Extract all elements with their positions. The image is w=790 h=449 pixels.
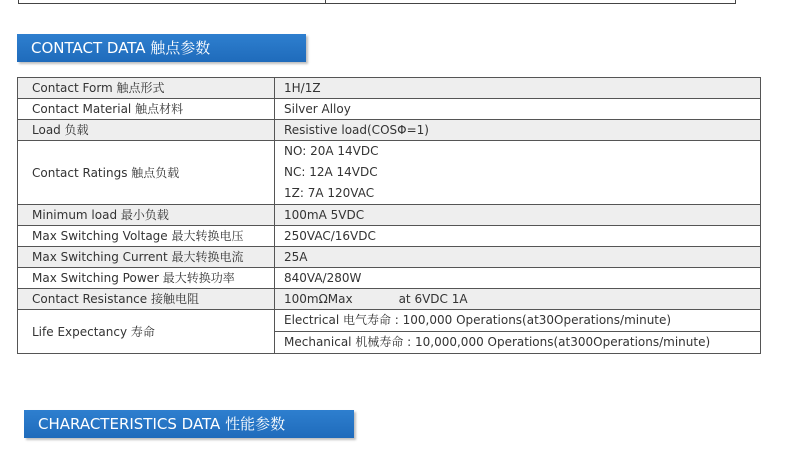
row-label-contact-material: Contact Material 触点材料	[18, 99, 275, 120]
row-label-load: Load 负载	[18, 120, 275, 141]
contact-resistance-condition: at 6VDC 1A	[398, 292, 468, 306]
row-label-contact-form: Contact Form 触点形式	[18, 78, 275, 99]
table-row	[18, 268, 761, 289]
row-value-max-switching-voltage: 250VAC/16VDC	[275, 226, 761, 247]
row-value-max-switching-power: 840VA/280W	[275, 268, 761, 289]
row-label-life-expectancy: Life Expectancy 寿命	[18, 310, 275, 354]
table-row	[18, 310, 761, 354]
table-row	[18, 141, 761, 205]
row-value-contact-resistance	[275, 289, 761, 310]
rating-1z: 1Z: 7A 120VAC	[284, 186, 375, 200]
contact-resistance-value: 100mΩMax	[284, 292, 353, 306]
row-label-contact-resistance: Contact Resistance 接触电阻	[18, 289, 275, 310]
table-row	[275, 310, 760, 332]
row-value-life-expectancy	[275, 310, 761, 354]
table-row	[275, 332, 760, 354]
row-value-contact-form: 1H/1Z	[275, 78, 761, 99]
life-expectancy-subtable	[275, 310, 760, 353]
table-row	[18, 120, 761, 141]
row-label-max-switching-power: Max Switching Power 最大转换功率	[18, 268, 275, 289]
row-value-load: Resistive load(COSΦ=1)	[275, 120, 761, 141]
row-value-contact-material: Silver Alloy	[275, 99, 761, 120]
rating-nc: NC: 12A 14VDC	[284, 165, 378, 179]
table-row	[18, 205, 761, 226]
contact-data-table	[17, 77, 761, 354]
row-label-max-switching-current: Max Switching Current 最大转换电流	[18, 247, 275, 268]
mechanical-life: Mechanical 机械寿命 : 10,000,000 Operations(at300Operations/minute)	[275, 332, 760, 354]
previous-table-fragment	[18, 0, 736, 4]
row-value-max-switching-current: 25A	[275, 247, 761, 268]
table-column-divider	[325, 0, 326, 3]
table-row	[18, 99, 761, 120]
electrical-life: Electrical 电气寿命 : 100,000 Operations(at30Operations/minute)	[284, 313, 672, 327]
contact-data-banner: CONTACT DATA 触点参数	[17, 34, 306, 62]
table-row	[18, 78, 761, 99]
row-value-minimum-load: 100mA 5VDC	[275, 205, 761, 226]
row-label-minimum-load: Minimum load 最小负载	[18, 205, 275, 226]
table-row	[18, 226, 761, 247]
table-row	[18, 289, 761, 310]
table-row	[18, 247, 761, 268]
row-label-max-switching-voltage: Max Switching Voltage 最大转换电压	[18, 226, 275, 247]
characteristics-data-banner: CHARACTERISTICS DATA 性能参数	[24, 410, 354, 438]
row-label-contact-ratings: Contact Ratings 触点负载	[18, 141, 275, 205]
row-value-contact-ratings	[275, 141, 761, 205]
rating-no: NO: 20A 14VDC	[284, 144, 379, 158]
